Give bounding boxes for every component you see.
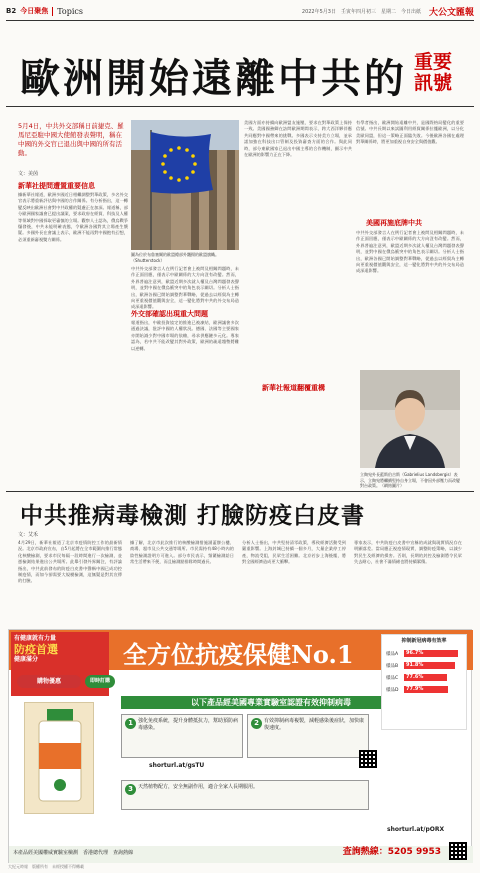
column-4b: 中共外交部發言人在例行記者會上被問及相關問題時，未作正面回應，僅表示中歐關係的大方向沒有改變。然而，外界普遍注意到，歐盟近期多次就人權及台灣問題發表聲明，並對中國在俄烏衝突中的角色表示關切。分析人士指出，歐洲各國已開始調整對華戰略，從過去以經貿為主轉向更重視價值觀與安全，這一變化將對中共的外交布局造成深遠影響。 [356, 230, 464, 274]
chart-row-label: 樣品D [386, 687, 399, 693]
subhead-1: 新華社提問遭置重要信息 [18, 182, 95, 190]
subhead-4: 新華社報道翻覆重構 [262, 384, 325, 392]
headline-rule [6, 106, 474, 107]
benefit-text: 有效抑制病毒複製，減輕感染後症狀，加快康復速度。 [264, 718, 365, 731]
section-name: 今日聚焦 [20, 7, 49, 15]
chart-row-label: 樣品A [386, 651, 399, 657]
headline-tag: 重要訊號 [414, 51, 453, 94]
page-number: B2 [6, 7, 17, 15]
ad-green-bar: 以下產品經美國專業實驗室認證有效抑制病毒 [121, 696, 461, 709]
masthead-logo: 大公文匯報 [428, 7, 474, 18]
benefit-number: 3 [125, 784, 136, 795]
minister-portrait [360, 370, 460, 468]
ad-url-2[interactable]: shorturl.at/pORX [387, 826, 445, 833]
story-summary: 5月4日，中共外交部稱日前捷克、羅馬尼亞駐中國大使館發表聲明，稱在中國的外交官已退出與中國的所有活動。 [18, 122, 124, 157]
chart-bar: 91.8% [404, 662, 455, 669]
efficacy-chart [381, 634, 467, 730]
eu-flag-photo [131, 120, 239, 250]
badge-line-2: 健康滿分 [14, 656, 39, 663]
subhead-2: 外交部確認出現重大問題 [131, 310, 208, 318]
page-footnote: 大紀元時報 版權所有 未經授權不得轉載 [8, 864, 84, 869]
header-divider [52, 7, 53, 16]
ad-url-1[interactable]: shorturl.at/gsTU [149, 762, 205, 769]
ad-pill-right[interactable]: 即時訂購 [85, 675, 115, 688]
portrait-caption: 立陶宛外長藍斯伯吉斯（Gabrielius Landsbergis）表示，立陶宛將繼續堅持自身立場，不會因外部壓力而改變對台政策。（網絡圖片） [360, 472, 460, 488]
badge-big: 防疫首選 [14, 643, 58, 656]
ad-benefit-2 [247, 714, 369, 758]
chart-row-label: 樣品B [386, 663, 399, 669]
issue-date: 2022年5月3日 壬寅年四月初三 星期二 今日出紙 [301, 8, 421, 15]
ad-footer: 本產品經美國權威實驗室檢測 香港總代理 查詢熱線 [9, 846, 473, 863]
column-1: 據新華社報道，歐洲多國近日相繼調整對華政策，多名外交官表示將重新評估與中國的合作關係。有分析指出，這一轉變反映出歐洲社會對中共政權的疑慮正在加深。報道稱，部分歐洲國家議會已提出議案，要求政府在經貿、科技及人權等領域對中國採取更審慎的立場。觀察人士認為，俄烏戰爭爆發後，中共未能明確表態，令歐洲各國對其立場產生懷疑。多國外長在會議上表示，歐洲不能再對中國抱有幻想，必須重新審視雙方關係。 [18, 192, 128, 242]
column-4a: 有學者指出，歐洲開始遠離中共，是國際格局變化的重要信號。中共長期以來試圖利用經貿關係拉攏歐洲，以分化美歐同盟，但這一策略正面臨失敗。今後歐洲各國在處理對華關係時，將更加重視自身安全與價值觀。 [356, 120, 464, 145]
column-2a: 中共外交部發言人在例行記者會上被問及相關問題時，未作正面回應，僅表示中歐關係的大方向沒有改變。然而，外界普遍注意到，歐盟近期多次就人權及台灣問題發表聲明，並對中國在俄烏衝突中的角色表示關切。分析人士指出，歐洲各國已開始調整對華戰略，從過去以經貿為主轉向更重視價值觀與安全，這一變化將對中共的外交布局造成深遠影響。 [131, 266, 239, 310]
chart-row [386, 673, 447, 682]
main-headline: 歐洲開始遠離中共的 [20, 55, 407, 102]
photo-caption: 圖為位於布魯塞爾的歐盟總部外飄揚的歐盟旗幟。（Shutterstock） [131, 252, 219, 263]
chart-bar: 77.6% [404, 674, 447, 681]
benefit-number: 1 [125, 718, 136, 729]
second-column-3: 分析人士指出，中共堅持清零政策，導致經濟活動受到嚴重影響。上海封城已持續一個多月，大量企業停工停產，物流受阻，民眾生活困難。北京若步上海後塵，將對全國經濟造成更大衝擊。 [242, 540, 346, 565]
chart-row [386, 661, 455, 670]
topic-label: Topics [57, 6, 84, 16]
ad-pill-left[interactable]: 購物優惠 [17, 675, 81, 688]
second-column-4: 專家表示，中共防疫白皮書中宣稱的成就與現實情況存在明顯落差。當局應正視疫情現實，調整防疫策略，以減少對民生及經濟的損害。否則，長期的封控及檢測將令民眾失去耐心，社會不滿情緒也將持續累積。 [354, 540, 462, 565]
chart-row [386, 649, 458, 658]
benefit-text: 天然植物配方，安全無副作用，適合全家人長期服用。 [138, 784, 259, 790]
page-header [6, 4, 474, 18]
qr-code-icon[interactable] [449, 842, 467, 860]
chart-row-label: 樣品C [386, 675, 399, 681]
second-byline: 文：艾禾 [18, 532, 39, 538]
product-bottle-image [24, 702, 94, 814]
chart-row [386, 685, 448, 694]
ad-title: 全方位抗疫保健No.1 [123, 640, 354, 669]
header-rule [6, 20, 474, 21]
chart-title: 抑制新冠病毒有效率 [401, 638, 447, 644]
benefit-text: 強化免疫系統，提升身體抵抗力，幫助預防病毒感染。 [138, 718, 239, 731]
ad-phone[interactable]: 查詢熱線：5205 9953 [342, 847, 441, 857]
story-byline: 文：美茵 [18, 171, 39, 177]
health-product-ad[interactable] [8, 629, 472, 863]
second-headline: 中共推病毒檢測 打臉防疫白皮書 [20, 502, 366, 529]
ad-benefit-3 [121, 780, 369, 810]
badge-line-1: 有健康就有力量 [14, 635, 57, 642]
chart-bar: 96.7% [404, 650, 458, 657]
section-rule [6, 491, 474, 492]
qr-code-icon-2[interactable] [359, 750, 377, 768]
ad-benefit-1 [121, 714, 243, 758]
column-2b: 報道指出，中歐投資協定的推進已被凍結，歐洲議會多次通過決議，批評中國的人權狀況。德國、法國等主要國家亦開始減少對中國市場的依賴，尋求供應鏈多元化。專家認為，若中共不能改變其對外政策，歐洲的疏遠趨勢將難以逆轉。 [131, 320, 239, 351]
column-3: 美國方面亦持續向歐洲盟友施壓，要求在對華政策上保持一致。美國國務卿在訪問歐洲期間表示，跨大西洋夥伴應共同應對中國帶來的挑戰。多國表示支持美方立場，並承諾加強在科技出口管制及投資審查方面的合作。與此同時，部分東歐國家已退出中國主導的合作機制，顯示中共在歐洲的影響力正在下降。 [244, 120, 352, 158]
chart-bar: 77.9% [404, 686, 448, 693]
second-column-1: 4月29日，新華社報道了北京市疫情防控工作的最新情況。北京市政府宣布，自5月起將在全市範圍內推行常態化核酸檢測，要求市民每隔一段時間進行一次檢測，並憑檢測結果進出公共場所。此舉引發外界關注，有評論指出，中共此前發布的防疫白皮書中聲稱中國已成功控制疫情，而如今卻需要大規模檢測，這無疑是對其宣傳的打臉。 [18, 540, 122, 584]
benefit-number: 2 [251, 718, 262, 729]
subhead-3: 美國再施底牌中共 [366, 219, 422, 227]
second-column-2: 據了解，北京市此次推行的核酸檢測措施涵蓋辦公樓、商場、超市及公共交通等場所。市民需持有48小時內的陰性檢測證明方可進入。部分市民表示，頻繁檢測給日常生活帶來不便，而且檢測點排隊時間過長。 [130, 540, 234, 565]
